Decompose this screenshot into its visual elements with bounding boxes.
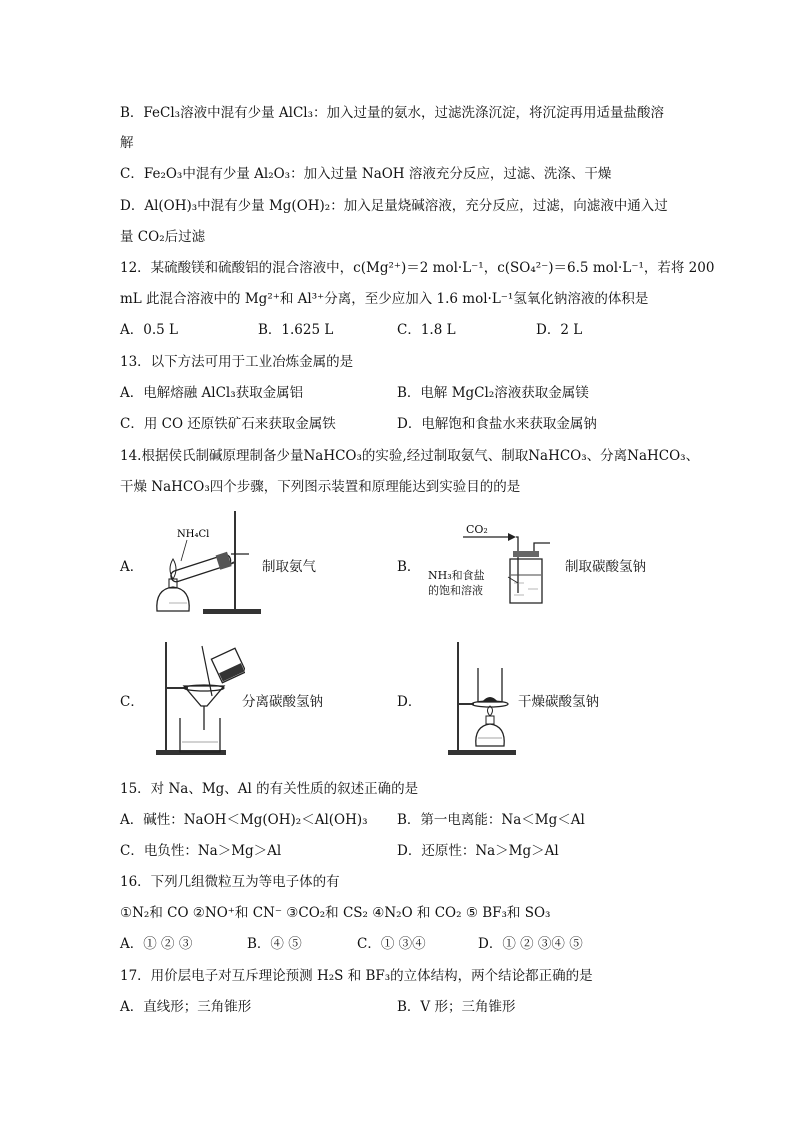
- q11-option-b-line1: B．FeCl₃溶液中混有少量 AlCl₃：加入过量的氨水，过滤洗涤沉淀，将沉淀再用适量盐酸溶: [120, 105, 665, 121]
- q16-option-b: B．④ ⑤: [247, 936, 302, 952]
- q12-option-b: B．1.625 L: [258, 322, 334, 338]
- q14-option-b-solution-line2: 的饱和溶液: [428, 584, 483, 597]
- q13-option-c: C．用 CO 还原铁矿石来获取金属铁: [120, 416, 336, 432]
- q11-option-c: C．Fe₂O₃中混有少量 Al₂O₃：加入过量 NaOH 溶液充分反应，过滤、洗涤、干燥: [120, 166, 612, 182]
- q12-stem-line2: mL 此混合溶液中的 Mg²⁺和 Al³⁺分离，至少应加入 1.6 mol·L⁻¹氢氧化钠溶液的体积是: [120, 291, 649, 307]
- q15-option-b: B．第一电离能：Na＜Mg＜Al: [397, 812, 585, 828]
- q11-option-d-line2: 量 CO₂后过滤: [120, 229, 206, 245]
- q14-option-c-caption: 分离碳酸氢钠: [242, 694, 323, 710]
- q12-option-c: C．1.8 L: [397, 322, 456, 338]
- q16-option-d: D．① ② ③④ ⑤: [478, 936, 583, 952]
- figure-drying-by-heating: [440, 638, 520, 760]
- q14-option-b-caption: 制取碳酸氢钠: [565, 559, 646, 575]
- q16-stem: 16．下列几组微粒互为等电子体的有: [120, 874, 340, 890]
- q14-option-b-gas: CO₂: [466, 523, 488, 536]
- q13-option-d: D．电解饱和食盐水来获取金属钠: [397, 416, 597, 432]
- q16-option-a: A．① ② ③: [120, 936, 193, 952]
- q11-option-d-line1: D．Al(OH)₃中混有少量 Mg(OH)₂：加入足量烧碱溶液，充分反应，过滤，向滤液中通入过: [120, 198, 668, 214]
- q15-option-d: D．还原性：Na＞Mg＞Al: [397, 843, 559, 859]
- q13-option-b: B．电解 MgCl₂溶液获取金属镁: [397, 385, 589, 401]
- q14-option-d-letter: D．: [397, 694, 422, 710]
- figure-filtration: [150, 638, 245, 760]
- q12-option-d: D．2 L: [536, 322, 583, 338]
- q13-option-a: A．电解熔融 AlCl₃获取金属铝: [120, 385, 304, 401]
- q14-option-c-letter: C．: [120, 694, 144, 710]
- q14-stem-line1: 14.根据侯氏制碱原理制备少量NaHCO₃的实验,经过制取氨气、制取NaHCO₃、分离NaHCO₃、: [120, 448, 700, 464]
- q14-option-d-caption: 干燥碳酸氢钠: [518, 694, 599, 710]
- q16-option-c: C．① ③④: [357, 936, 426, 952]
- q17-stem: 17．用价层电子对互斥理论预测 H₂S 和 BF₃的立体结构，两个结论都正确的是: [120, 968, 593, 984]
- q15-option-c: C．电负性：Na＞Mg＞Al: [120, 843, 282, 859]
- q15-option-a: A．碱性：NaOH＜Mg(OH)₂＜Al(OH)₃: [120, 812, 368, 828]
- q11-option-b-line2: 解: [120, 135, 134, 151]
- q17-option-a: A．直线形；三角锥形: [120, 999, 252, 1015]
- q14-option-b-letter: B．: [397, 559, 421, 575]
- q14-option-b-solution-line1: NH₃和食盐: [428, 569, 485, 582]
- q14-stem-line2: 干燥 NaHCO₃四个步骤，下列图示装置和原理能达到实验目的的是: [120, 479, 521, 495]
- q15-stem: 15．对 Na、Mg、Al 的有关性质的叙述正确的是: [120, 781, 419, 797]
- svg-text:NH₄Cl: NH₄Cl: [177, 529, 210, 540]
- q17-option-b: B．V 形；三角锥形: [397, 999, 516, 1015]
- q14-option-a-letter: A．: [120, 559, 144, 575]
- q13-stem: 13．以下方法可用于工业冶炼金属的是: [120, 354, 354, 370]
- q12-option-a: A．0.5 L: [120, 322, 178, 338]
- q16-items: ①N₂和 CO ②NO⁺和 CN⁻ ③CO₂和 CS₂ ④N₂O 和 CO₂ ⑤ BF₃和 SO₃: [120, 905, 551, 921]
- q14-option-a-caption: 制取氨气: [262, 559, 316, 575]
- q12-stem-line1: 12．某硫酸镁和硫酸铝的混合溶液中，c(Mg²⁺)＝2 mol·L⁻¹，c(SO₄²⁻)＝6.5 mol·L⁻¹，若将 200: [120, 260, 715, 276]
- figure-ammonia-generation: [145, 507, 265, 619]
